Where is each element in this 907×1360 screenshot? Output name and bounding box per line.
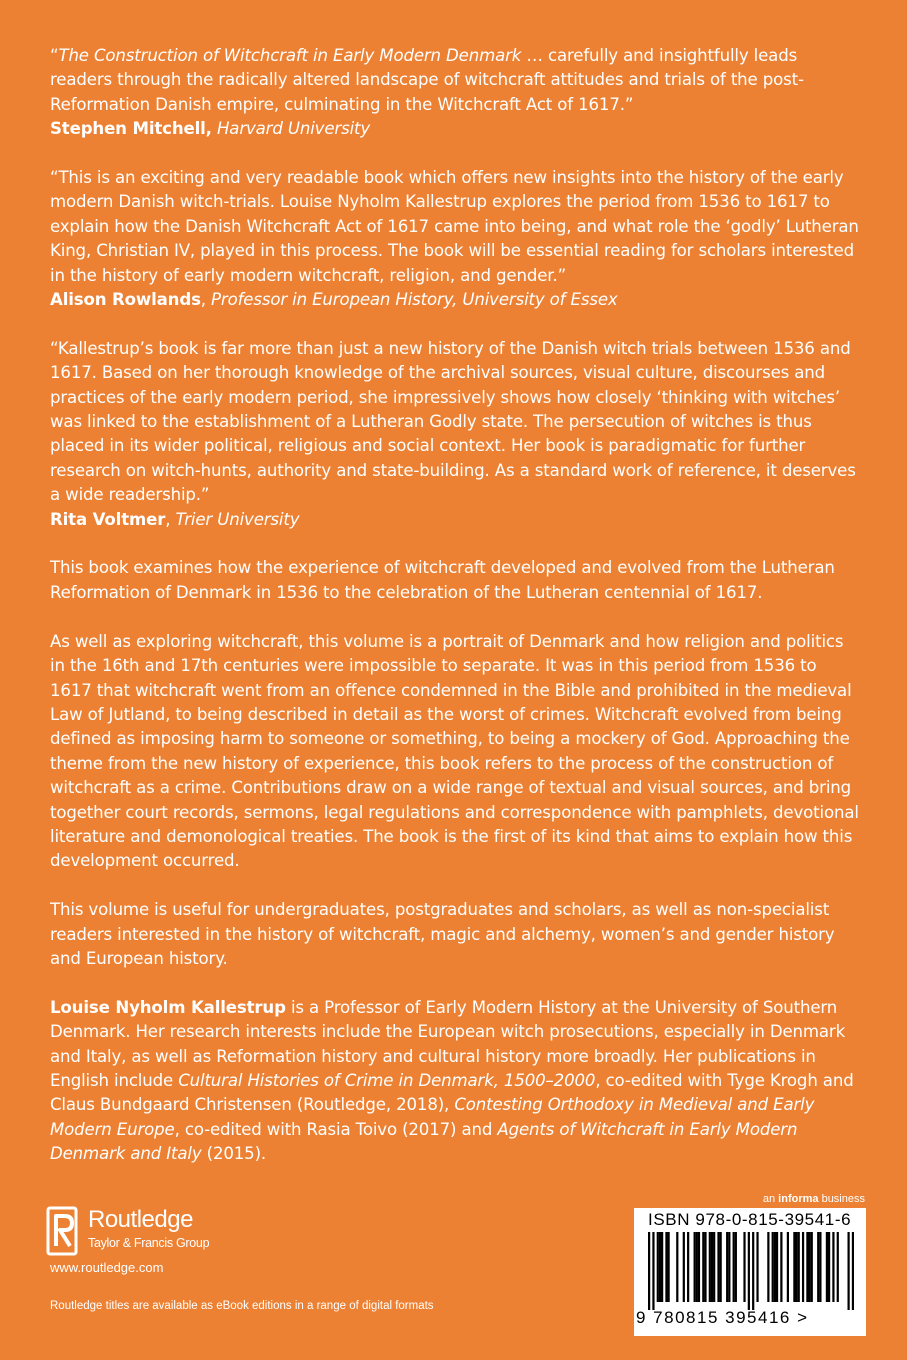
barcode-bar xyxy=(657,1232,659,1302)
informa-tagline: an informa business xyxy=(762,1193,865,1205)
quote-text: … carefully and insightfully leads readers through the radically altered landscape of witchcraft attitudes and trials of the post-Reformation Danish empire, culminating in the Witchcraft Act of 1617.” xyxy=(50,46,804,114)
barcode-bar xyxy=(802,1232,804,1302)
barcode-bar xyxy=(819,1232,821,1302)
barcode-bar xyxy=(665,1232,667,1302)
description-paragraph: As well as exploring witchcraft, this volume is a portrait of Denmark and how religion and politics in the 16th and 17th centuries were impossible to separate. It was in this period from 1536 to 1617 that witchcraft went from an offence condemned in the Bible and prohibited in the medieval Law of Jutland, to being described in detail as the worst of crimes. Witchcraft evolved from being defined as imposing harm to someone or something, to being a mockery of God. Approaching the theme from the new history of experience, this book refers to the process of the construction of witchcraft as a crime. Contributions draw on a wide range of textual and visual sources, and bring together court records, sermons, legal regulations and correspondence with pamphlets, devotional literature and demonological treaties. The book is the first of its kind that aims to explain how this development occurred. xyxy=(50,631,859,871)
quote-author: Stephen Mitchell, xyxy=(50,119,212,139)
barcode-bar xyxy=(806,1232,808,1302)
audience-paragraph: This volume is useful for undergraduates, postgraduates and scholars, as well as non-specialist readers interested in the history of witchcraft, magic and alchemy, women’s and gender history and European history. xyxy=(50,900,835,968)
barcode-bar xyxy=(847,1232,849,1310)
book-title: Contesting Orthodoxy in Medieval and Early Modern Europe xyxy=(50,1095,815,1139)
book-title: Agents of Witchcraft in Early Modern Denmark and Italy xyxy=(50,1119,798,1164)
book-title: Cultural Histories of Crime in Denmark, 1500–2000 xyxy=(178,1070,596,1090)
barcode-bar xyxy=(676,1232,678,1302)
barcode-bar xyxy=(817,1232,819,1302)
barcode-bar xyxy=(767,1232,769,1302)
barcode-bar xyxy=(717,1232,719,1302)
quote-affiliation: Trier University xyxy=(175,509,300,529)
publisher-group: Taylor & Francis Group xyxy=(88,1236,210,1250)
quote-affiliation: Professor in European History, University of Essex xyxy=(211,290,618,310)
publisher-website[interactable]: www.routledge.com xyxy=(50,1260,164,1275)
author-bio: Louise Nyholm Kallestrup is a Professor of Early Modern History at the University of Southern Denmark. Her research interests include the European witch prosecutions, especially in Denmark and Italy, as well as Reformation history and cultural history more broadly. Her publications in English include Cultural Histories of Crime in Denmark, 1500–2000, co-edited with Tyge Krogh and Claus Bundgaard Christensen (Routledge, 2018), Contesting Orthodoxy in Medieval and Early Modern Europe, co-edited with Rasia Toivo (2017) and Agents of Witchcraft in Early Modern Denmark and Italy (2015). xyxy=(50,997,854,1164)
barcode-bar xyxy=(752,1232,754,1310)
isbn-barcode xyxy=(634,1208,866,1336)
quote-author: Alison Rowlands xyxy=(50,290,201,310)
barcode-bar xyxy=(808,1232,810,1302)
quote-mitchell: “The Construction of Witchcraft in Early Modern Denmark … carefully and insightfully leads readers through the radically altered landscape of witchcraft attitudes and trials of the post-Reformation Danish empire, culminating in the Witchcraft Act of 1617.” Stephen Mitchell, Harvard University xyxy=(50,46,804,139)
quote-author: Rita Voltmer xyxy=(50,509,166,529)
barcode-bar xyxy=(726,1232,728,1302)
barcode-bar xyxy=(702,1232,704,1302)
back-cover-text xyxy=(50,44,862,1191)
quote-text: “This is an exciting and very readable book which offers new insights into the history of the early modern Danish witch-trials. Louise Nyholm Kallestrup explores the period from 1536 to 1617 to explain how the Danish Witchcraft Act of 1617 came into being, and what role the ‘godly’ Lutheran King, Christian IV, played in this process. The book will be essential reading for scholars interested in the history of early modern witchcraft, religion, and gender.” xyxy=(50,168,859,285)
barcode-bar xyxy=(748,1232,750,1310)
routledge-r-icon xyxy=(46,1202,82,1260)
barcode-bar xyxy=(798,1232,800,1302)
barcode-bar xyxy=(828,1232,830,1302)
barcode-bar xyxy=(704,1232,706,1302)
barcode-bar xyxy=(659,1232,661,1302)
barcode-digits: 9 780815 395416 > xyxy=(636,1308,809,1327)
quote-voltmer: “Kallestrup’s book is far more than just a new history of the Danish witch trials between 1536 and 1617. Based on her thorough knowledge of the archival sources, visual culture, discourses and practices of the early modern period, she impressively shows how closely ‘thinking with witches’ was linked to the establishment of a Lutheran Godly state. The persecution of witches is thus placed in its wider political, religious and social context. Her book is paradigmatic for further research on witch-hunts, authority and state-building. As a standard work of reference, it deserves a wide readership.” Rita Voltmer, Trier University xyxy=(50,337,862,532)
barcode-bar xyxy=(720,1232,722,1302)
barcode-bar xyxy=(772,1232,774,1302)
barcode-bar xyxy=(811,1232,813,1302)
barcode-bar xyxy=(793,1232,795,1302)
barcode-bar xyxy=(774,1232,776,1302)
barcode-bar xyxy=(728,1232,730,1302)
barcode-bar xyxy=(709,1232,711,1302)
isbn-label: ISBN 978-0-815-39541-6 xyxy=(648,1210,852,1229)
barcode-bar xyxy=(795,1232,797,1302)
summary-paragraph: This book examines how the experience of witchcraft developed and evolved from the Lutheran Reformation of Denmark in 1536 to the celebration of the Lutheran centennial of 1617. xyxy=(50,558,835,602)
barcode-bar xyxy=(837,1232,839,1302)
barcode-bar xyxy=(696,1232,698,1302)
barcode-bar xyxy=(852,1232,854,1310)
quote-title: The Construction of Witchcraft in Early Modern Denmark xyxy=(58,46,522,65)
ebook-note: Routledge titles are available as eBook editions in a range of digital formats xyxy=(50,1300,434,1312)
barcode-bar xyxy=(787,1232,789,1302)
barcode-bar xyxy=(713,1232,715,1302)
barcode-bar xyxy=(668,1232,670,1302)
barcode-bar xyxy=(733,1232,735,1302)
barcode-bar xyxy=(648,1232,650,1310)
quote-rowlands: “This is an exciting and very readable book which offers new insights into the history of the early modern Danish witch-trials. Louise Nyholm Kallestrup explores the period from 1536 to 1617 to explain how the Danish Witchcraft Act of 1617 came into being, and what role the ‘godly’ Lutheran King, Christian IV, played in this process. The book will be essential reading for scholars interested in the history of early modern witchcraft, religion, and gender.” Alison Rowlands, Professor in European History, University of Essex xyxy=(50,166,862,312)
barcode-bar xyxy=(735,1232,737,1302)
barcode-bar xyxy=(826,1232,828,1302)
barcode-bar xyxy=(832,1232,834,1302)
barcode-bar xyxy=(780,1232,782,1302)
barcode-bars xyxy=(648,1232,854,1310)
publisher-name: Routledge xyxy=(88,1206,193,1233)
barcode-bar xyxy=(661,1232,663,1302)
barcode-bar xyxy=(687,1232,689,1302)
barcode-bar xyxy=(756,1232,758,1302)
barcode-bar xyxy=(776,1232,778,1302)
barcode-bar xyxy=(711,1232,713,1302)
barcode-bar xyxy=(698,1232,700,1302)
author-name: Louise Nyholm Kallestrup xyxy=(50,997,286,1017)
barcode-bar xyxy=(743,1232,745,1302)
quote-text: “Kallestrup’s book is far more than just a new history of the Danish witch trials between 1536 and 1617. Based on her thorough knowledge of the archival sources, visual culture, discourses and practices of the early modern period, she impressively shows how closely ‘thinking with witches’ was linked to the establishment of a Lutheran Godly state. The persecution of witches is thus placed in its wider political, religious and social context. Her book is paradigmatic for further research on witch-hunts, authority and state-building. As a standard work of reference, it deserves a wide readership.” xyxy=(50,338,856,505)
barcode-bar xyxy=(694,1232,696,1302)
routledge-logo xyxy=(46,1202,266,1262)
quote-affiliation: Harvard University xyxy=(216,119,371,139)
barcode-bar xyxy=(652,1232,654,1310)
barcode-bar xyxy=(683,1232,685,1302)
